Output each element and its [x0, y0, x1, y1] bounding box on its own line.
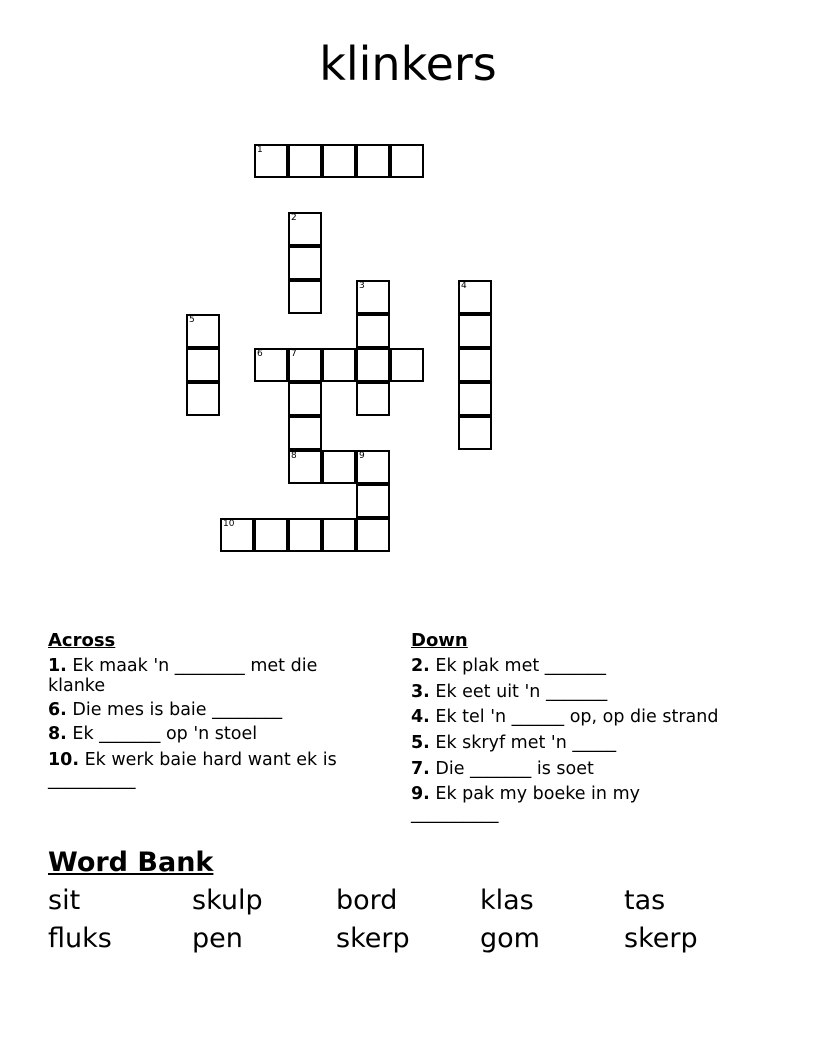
word-bank-title: Word Bank — [48, 847, 214, 878]
clue-number: 4 — [461, 281, 467, 291]
crossword-cell[interactable] — [356, 382, 390, 416]
crossword-cell[interactable] — [458, 314, 492, 348]
crossword-cell[interactable] — [288, 382, 322, 416]
word-bank-word: skerp — [624, 923, 698, 954]
across-clue-1: 1. Ek maak 'n ________ met die klanke — [48, 656, 318, 696]
across-clue-6: 6. Die mes is baie ________ — [48, 700, 283, 720]
word-bank-word: tas — [624, 885, 666, 916]
clue-number: 1 — [257, 145, 263, 155]
word-bank-word: sit — [48, 885, 81, 916]
crossword-cell[interactable] — [356, 450, 390, 484]
clue-number: 2 — [291, 213, 297, 223]
down-clue-9: 9. Ek pak my boeke in my __________ — [411, 784, 640, 824]
word-bank-word: skerp — [336, 923, 410, 954]
crossword-cell[interactable] — [288, 416, 322, 450]
clue-number: 5 — [189, 315, 195, 325]
down-clue-4: 4. Ek tel 'n ______ op, op die strand — [411, 707, 719, 727]
crossword-cell[interactable] — [288, 280, 322, 314]
down-clue-7: 7. Die _______ is soet — [411, 759, 594, 779]
clue-number: 7 — [291, 349, 297, 359]
clue-number: 10 — [223, 519, 235, 529]
crossword-cell[interactable] — [322, 348, 356, 382]
crossword-cell[interactable] — [186, 348, 220, 382]
clue-number: 3 — [359, 281, 365, 291]
crossword-cell[interactable] — [458, 348, 492, 382]
word-bank-word: fluks — [48, 923, 112, 954]
crossword-cell[interactable] — [356, 314, 390, 348]
crossword-cell[interactable] — [356, 144, 390, 178]
clue-number: 6 — [257, 349, 263, 359]
crossword-cell[interactable] — [254, 144, 288, 178]
across-clue-10: 10. Ek werk baie hard want ek is __________ — [48, 750, 337, 790]
crossword-cell[interactable] — [390, 348, 424, 382]
across-heading: Across — [48, 630, 116, 651]
crossword-cell[interactable] — [288, 212, 322, 246]
word-bank-word: pen — [192, 923, 243, 954]
crossword-cell[interactable] — [186, 382, 220, 416]
down-heading: Down — [411, 630, 468, 651]
across-clue-8: 8. Ek _______ op 'n stoel — [48, 724, 258, 744]
crossword-cell[interactable] — [356, 518, 390, 552]
crossword-cell[interactable] — [288, 246, 322, 280]
crossword-cell[interactable] — [458, 416, 492, 450]
crossword-cell[interactable] — [356, 348, 390, 382]
crossword-cell[interactable] — [186, 314, 220, 348]
down-clue-list — [411, 656, 771, 824]
word-bank-word: klas — [480, 885, 534, 916]
crossword-cell[interactable] — [288, 518, 322, 552]
crossword-cell[interactable] — [254, 348, 288, 382]
crossword-cell[interactable] — [220, 518, 254, 552]
down-clue-5: 5. Ek skryf met 'n _____ — [411, 733, 617, 753]
crossword-cell[interactable] — [356, 280, 390, 314]
page-title: klinkers — [319, 37, 497, 91]
crossword-cell[interactable] — [322, 518, 356, 552]
crossword-cell[interactable] — [390, 144, 424, 178]
crossword-cell[interactable] — [356, 484, 390, 518]
word-bank-word: gom — [480, 923, 540, 954]
down-clue-3: 3. Ek eet uit 'n _______ — [411, 682, 608, 702]
crossword-cell[interactable] — [458, 382, 492, 416]
crossword-cell[interactable] — [458, 280, 492, 314]
clue-number: 9 — [359, 451, 365, 461]
crossword-cell[interactable] — [254, 518, 288, 552]
crossword-cell[interactable] — [322, 144, 356, 178]
word-bank-word: skulp — [192, 885, 263, 916]
crossword-cell[interactable] — [288, 348, 322, 382]
down-clue-2: 2. Ek plak met _______ — [411, 656, 607, 676]
word-bank-word: bord — [336, 885, 398, 916]
crossword-cell[interactable] — [322, 450, 356, 484]
across-clue-list — [48, 656, 368, 790]
crossword-cell[interactable] — [288, 144, 322, 178]
clue-number: 8 — [291, 451, 297, 461]
crossword-cell[interactable] — [288, 450, 322, 484]
